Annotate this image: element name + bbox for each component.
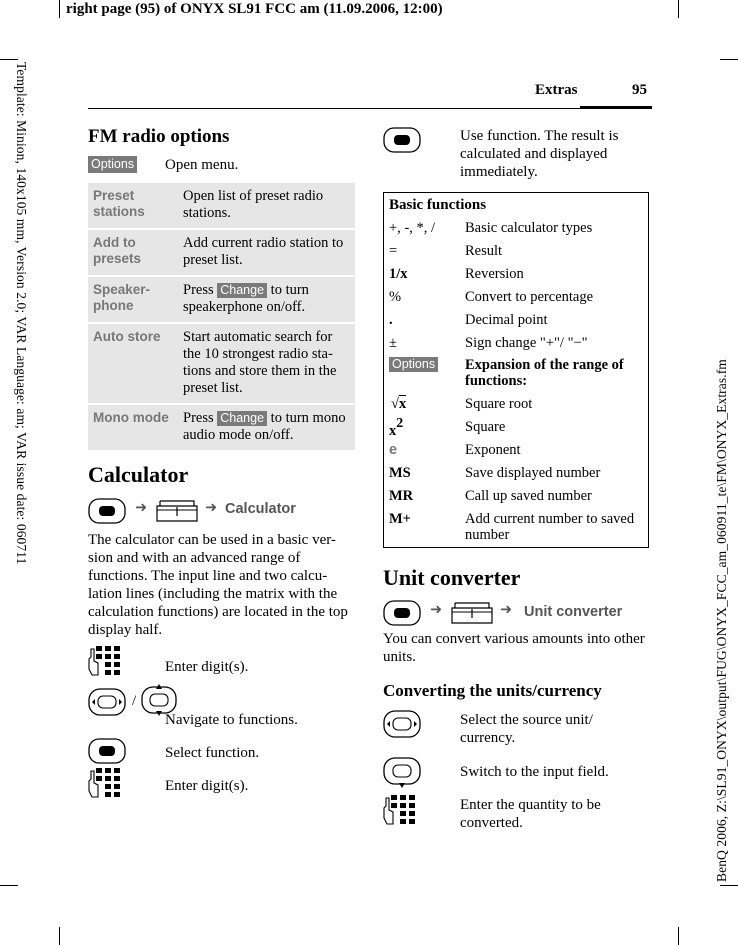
option-key: Mono mode xyxy=(93,410,169,425)
basic-functions-title: Basic functions xyxy=(389,197,487,213)
function-key xyxy=(389,416,404,440)
desc-post: to turn mono audio mode on/off. xyxy=(183,410,346,443)
function-desc: Add current number to saved number xyxy=(465,511,635,543)
option-key: Auto store xyxy=(93,329,161,344)
left-margin-text: Template: Minion, 140x105 mm, Version 2.0; VAR Language: am; VAR issue date: 060711 xyxy=(14,62,29,565)
change-softkey[interactable]: Change xyxy=(217,411,267,426)
function-desc: Square root xyxy=(465,396,533,412)
unit-step-text: Switch to the input field. xyxy=(460,764,609,780)
section-title: Extras xyxy=(535,82,578,98)
function-key: % xyxy=(389,289,402,305)
table-row xyxy=(88,183,355,230)
calc-step-text: Navigate to functions. xyxy=(165,712,298,728)
function-desc: Result xyxy=(465,243,503,259)
center-key-icon xyxy=(383,600,421,626)
right-margin-text: BenQ 2006, Z:\SL91_ONYX\output\FUG\ONYX_FCC_am_060911_te\FM\ONYX_Extras.fm xyxy=(714,359,729,882)
center-key-icon xyxy=(383,127,421,153)
function-key: ± xyxy=(389,335,397,351)
crop-mark xyxy=(0,885,18,886)
function-key: MR xyxy=(389,488,414,504)
table-row xyxy=(88,230,355,277)
square-x: x xyxy=(389,423,397,439)
function-key: . xyxy=(389,312,393,328)
nav-lr-icon xyxy=(88,688,126,716)
option-key: Speaker-phone xyxy=(93,282,151,313)
change-softkey[interactable]: Change xyxy=(217,283,267,298)
center-key-icon xyxy=(88,498,126,524)
crop-mark xyxy=(59,0,60,18)
function-desc: Square xyxy=(465,419,506,435)
table-row xyxy=(88,324,355,405)
calculator-heading: Calculator xyxy=(88,462,189,487)
sqrt-x: x xyxy=(398,396,407,412)
crop-mark xyxy=(720,59,738,60)
nav-lr-icon xyxy=(383,710,421,738)
running-head: right page (95) of ONYX SL91 FCC am (11.09.2006, 12:00) xyxy=(66,1,443,17)
function-desc: Decimal point xyxy=(465,312,548,328)
keypad-icon xyxy=(88,767,122,801)
desc-pre: Press xyxy=(183,282,214,298)
sqrt-icon: √ xyxy=(391,396,399,412)
table-row xyxy=(88,405,355,452)
keypad-icon xyxy=(383,794,417,828)
arrow-icon: ➜ xyxy=(430,602,443,618)
function-key: M+ xyxy=(389,511,411,527)
function-desc: Exponent xyxy=(465,442,521,458)
calculator-nav-label: Calculator xyxy=(225,501,296,517)
unit-converter-intro: You can convert various amounts into other units. xyxy=(383,631,645,665)
function-key: +, -, *, / xyxy=(389,220,436,236)
function-desc: Expansion of the range of functions: xyxy=(465,357,624,389)
menu-key-icon xyxy=(156,500,198,522)
converting-heading: Converting the units/currency xyxy=(383,681,602,700)
arrow-icon: ➜ xyxy=(135,500,148,516)
option-desc: Open list of preset radio stations. xyxy=(183,188,324,221)
calc-step-text: Enter digit(s). xyxy=(165,778,249,794)
option-desc: Start automatic search for the 10 strongest radio sta-tions and store them in the preset list. xyxy=(183,329,337,396)
function-desc: Call up saved number xyxy=(465,488,592,504)
desc-pre: Press xyxy=(183,410,214,426)
crop-mark xyxy=(720,885,738,886)
function-desc: Sign change "+"/ "−" xyxy=(465,335,588,351)
arrow-icon: ➜ xyxy=(205,500,218,516)
crop-mark xyxy=(0,59,18,60)
basic-functions-box xyxy=(383,192,649,548)
function-desc: Basic calculator types xyxy=(465,220,593,236)
unit-converter-heading: Unit converter xyxy=(383,565,521,590)
crop-mark xyxy=(59,927,60,945)
crop-mark xyxy=(678,927,679,945)
calc-step-text: Select function. xyxy=(165,745,260,761)
header-rule-thick xyxy=(580,106,652,109)
nav-separator: / xyxy=(132,693,137,709)
crop-mark xyxy=(678,0,679,18)
unit-step-text: Select the source unit/ currency. xyxy=(460,712,593,746)
function-desc: Save displayed number xyxy=(465,465,601,481)
arrow-icon: ➜ xyxy=(500,602,513,618)
option-desc: Add current radio station to preset list. xyxy=(183,235,344,268)
header-rule xyxy=(88,108,580,109)
fm-options-table xyxy=(88,183,355,452)
use-function-text: Use function. The result is calculated and displayed immediately. xyxy=(460,128,619,180)
table-row xyxy=(88,277,355,324)
function-key: e xyxy=(389,442,398,458)
function-desc: Convert to percentage xyxy=(465,289,594,305)
fm-radio-heading: FM radio options xyxy=(88,126,230,147)
unit-converter-nav-label: Unit converter xyxy=(524,604,623,620)
menu-key-icon xyxy=(451,602,493,624)
keypad-icon xyxy=(88,645,122,679)
desc-post: to turn speakerphone on/off. xyxy=(183,282,309,315)
option-key: Preset stations xyxy=(93,188,145,219)
options-softkey[interactable]: Options xyxy=(88,156,137,173)
calc-step-text: Enter digit(s). xyxy=(165,659,249,675)
function-desc: Reversion xyxy=(465,266,524,282)
option-desc xyxy=(183,277,355,322)
options-desc: Open menu. xyxy=(165,157,239,173)
unit-step-text: Enter the quantity to be converted. xyxy=(460,797,601,831)
center-key-icon xyxy=(88,738,126,764)
function-key: = xyxy=(389,243,398,259)
page-number: 95 xyxy=(632,82,647,98)
function-key xyxy=(391,396,406,412)
function-key: MS xyxy=(389,465,411,481)
function-key: 1/x xyxy=(389,266,408,282)
option-desc xyxy=(183,405,355,450)
option-key: Add to presets xyxy=(93,235,142,266)
square-sup: 2 xyxy=(396,416,404,431)
options-softkey[interactable]: Options xyxy=(389,357,438,372)
calculator-intro: The calculator can be used in a basic ver-sion and with an advanced range of functions. The input line and two calcu-lation lines (including the matrix with the calculation functions) are located in the top display half. xyxy=(88,532,348,638)
nav-down-icon xyxy=(383,757,421,789)
